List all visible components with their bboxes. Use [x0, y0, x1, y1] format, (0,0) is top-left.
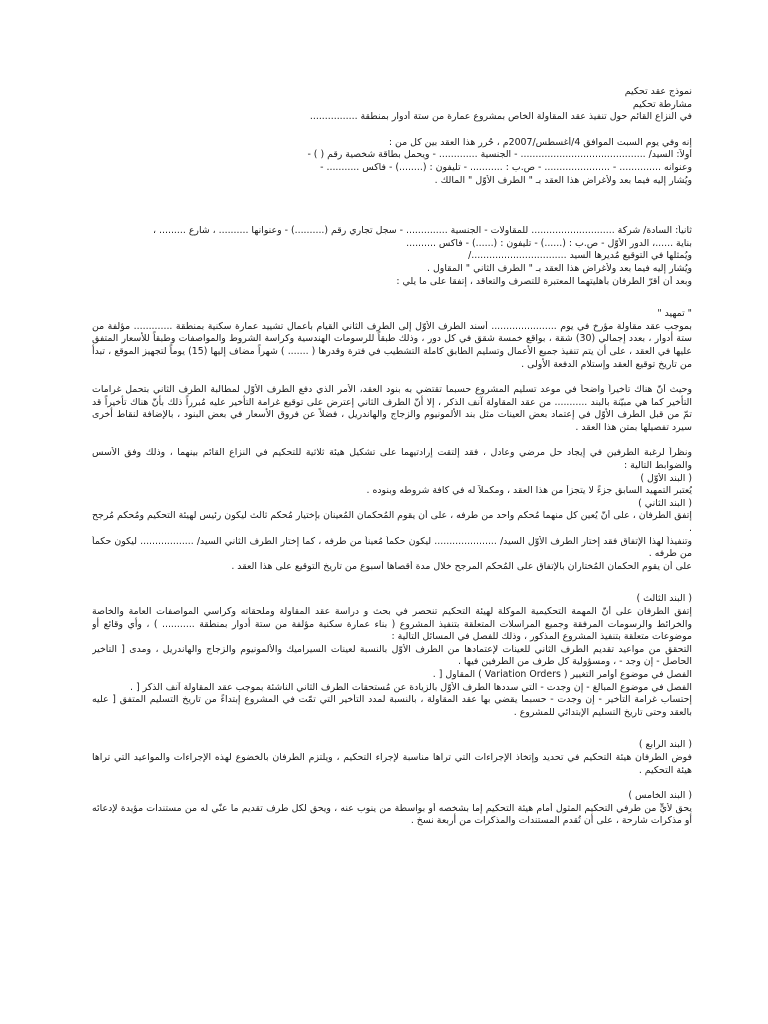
document-subtitle: مشارطة تحكيم: [632, 98, 692, 110]
party1-line3: ويُشار إليه فيما بعد ولأغراض هذا العقد بـ " الطرف الأوّل " المالك .: [434, 174, 692, 186]
clause3-item4: إحتساب غرامة التأخير - إن وجدت - حسبما يقضي بها عقد المقاولة ، بالنسبة لمدد التأخير التي تمّت في المشروع إبتداءً من تاريخ التسليم المتفق [ عليه بالعقد وحتى تاريخ التسليم الإبتدائي للمشروع .: [92, 694, 692, 718]
clause1-heading: ( البند الأوّل ): [640, 472, 692, 484]
party2-line4: ويُشار إليه فيما بعد ولأغراض هذا العقد بـ " الطرف الثاني " المقاول .: [427, 262, 692, 274]
party1-line2: وعنوانه .............. - ...................... - ص.ب : ........... - تليفون : (........) - فاكس ........... -: [320, 161, 692, 173]
party2-line3: ويُمثلها في التوقيع مُديرها السيد ................................/: [468, 250, 692, 262]
document-scope: في النزاع القائم حول تنفيذ عقد المقاولة الخاص بمشروع عمارة من ستة أدوار بمنطقة ................: [309, 111, 692, 123]
document-title: نموذج عقد تحكيم: [624, 86, 692, 97]
clause3-item2: الفصل في موضوع أوامر التغيير ( Variation Orders ) المقاول [ .: [432, 668, 692, 680]
clause3-item1: التحقق من مواعيد تقديم الطرف الثاني للعينات لإعتمادها من الطرف الأوّل بالنسبة لعينات السيراميك والألمونيوم والزجاج والهاندريل ، ومدى [ التأخير الحاصل - إن وجد - ، ومسؤولية كل طرف من الطرفين فيها .: [92, 643, 692, 668]
clause3-heading: ( البند الثالث ): [636, 593, 692, 605]
date-line: إنه وفي يوم السبت الموافق 4/أغسطس/2007م ، حُرر هذا العقد بين كل من :: [388, 136, 692, 148]
party2-line5: وبعد أن أقرّ الطرفان بأهليتهما المعتبرة للتصرف والتعاقد ، إتفقا على ما يلي :: [396, 275, 692, 287]
clause4-heading: ( البند الرابع ): [638, 739, 692, 751]
clause4-text: فوض الطرفان هيئة التحكيم في تحديد وإتخاذ الإجراءات التي تراها مناسبة لإجراء التحكيم ، ويلتزم الطرفان بالخضوع لهذه الإجراءات والمواعيد التي تراها هيئة التحكيم .: [92, 751, 692, 776]
clause1-text: يُعتبر التمهيد السابق جزءً لا يتجزأ من هذا العقد ، ومكملاً له في كافة شروطه وبنوده .: [366, 485, 692, 497]
clause5-heading: ( البند الخامس ): [628, 790, 692, 802]
party2-line2: بناية ......، الدور الأوّل - ص.ب : (......) - تليفون : (......) - فاكس ..........: [406, 237, 692, 249]
clause3-item3: الفصل في موضوع المبالغ - إن وجدت - التي سددها الطرف الأوّل بالزيادة عن مُستحقات الطرف الثاني الناشئة بموجب عقد المقاولة آنف الذكر [ .: [130, 681, 692, 693]
clause5-text: يحق لأيٍّ من طرفي التحكيم المثول أمام هيئة التحكيم إما بشخصه أو بواسطة من ينوب عنه ، ويحق لكل طرف تقديم ما عنّي له من مستندات مؤيدة لإدعائه أو مذكرات شارحة ، على أن تُقدم المستندات والمذكرات من أربعة نسخ .: [92, 802, 692, 827]
introduction-para3: ونظراً لرغبة الطرفين في إيجاد حل مرضي وعادل ، فقد إلتقت إرادتيهما على تشكيل هيئة ثلاثية للتحكيم في النزاع القائم بينهما ، وذلك وفق الأُسس والضوابط التالية :: [92, 447, 692, 472]
introduction-para1: بموجب عقد مقاولة مؤرخ في يوم ...................... أُسند الطرف الأوّل إلى الطرف الثاني القيام بأعمال تشييد عمارة سكنية بمنطقة ............. مؤلفة من ستة أدوار ، بعدد إجمالي (30) شقة ، بواقع خمسة شقق في كل دور ، وذلك طبقاً للرسومات الهندسية وكراسة الشروط والمواصفات وطبقاً للأسعار المتفق عليها في العقد ، على أن يتم تنفيذ جميع الأعمال وتسليم الطابق كاملة التشطيب في فترة وقدرها ( ....... ) شهراً مضاف إليها (15) يوماً لتجهيز الموقع ، تبدأ من تاريخ توقيع العقد وإستلام الدفعة الأولى .: [92, 320, 692, 370]
introduction-heading: " تمهيد ": [657, 308, 692, 320]
clause2-heading: ( البند الثاني ): [638, 497, 692, 509]
contract-document: [92, 86, 692, 828]
party2-line1: ثانياً: السادة/ شركة ............................ للمقاولات - الجنسية .............. - سجل تجاري رقم (..........) - وعنوانها .......... ، شارع ......... ،: [153, 225, 692, 237]
clause2-para3: على أن يقوم الحكمان المُختاران بالإتفاق على المُحكم المرجح خلال مدة أقصاها أسبوع من تاريخ التوقيع على هذا العقد .: [231, 560, 692, 572]
party1-line1: أولاً: السيد/ .......................................... - الجنسية ............. - ويحمل بطاقة شخصية رقم ( ) -: [307, 149, 692, 161]
clause2-para1: إتفق الطرفان ، على أنّ يُعين كل منهما مُحكم واحد من طرفه ، على أن يقوم المُحكمان المُعينان بإختيار مُحكم ثالث ليكون رئيس لهيئة التحكيم ومُحكم مُرجح .: [92, 510, 692, 535]
clause3-para1: إتفق الطرفان على أنّ المهمة التحكيمية الموكلة لهيئة التحكيم تنحصر في بحث و دراسة عقد المقاولة وملحقاته وكراسي المواصفات العامة والخاصة والخرائط والرسومات المرفقة وجميع المراسلات المتعلقة بتنفيذ المشروع ( بناء عمارة سكنية مؤلفة من ستة أدوار بمنطقة ........... ) ، وأي وقائع أو موضوعات متعلقة بتنفيذ المشروع المذكور ، وذلك للفصل في المسائل التالية :: [92, 606, 692, 643]
introduction-para2: وحيث أنّ هناك تأخيراً واضحاً في موعد تسليم المشروع حسبما تقتضي به بنود العقد، الأمر الذي دفع الطرف الأوّل لمطالبة الطرف الثاني بتحمل غرامات التأخير كما هي مبيّنة بالبند ........... من عقد المقاولة آنف الذكر ، إلا أنّ الطرف الثاني إعترض على توقيع غرامة التأخير عليه مُبرراً ذلك بأنّ هناك تأخيراً قد تمّ من قبل الطرف الأوّل في إعتماد بعض العينات مثل بند الألمونيوم والزجاج والهاندريل ، فضلاً عن فروق الأسعار في بعض البنود ، بالإضافة لنقاط أخرى سيرد تفصيلها بمتن هذا العقد .: [92, 384, 692, 433]
clause2-para2: وتنفيذاً لهذا الإتفاق فقد إختار الطرف الأوّل السيد/ ..................... ليكون حكماً مُعيناً من طرفه ، كما إختار الطرف الثاني السيد/ .................. ليكون حكماً من طرفه .: [92, 535, 692, 560]
